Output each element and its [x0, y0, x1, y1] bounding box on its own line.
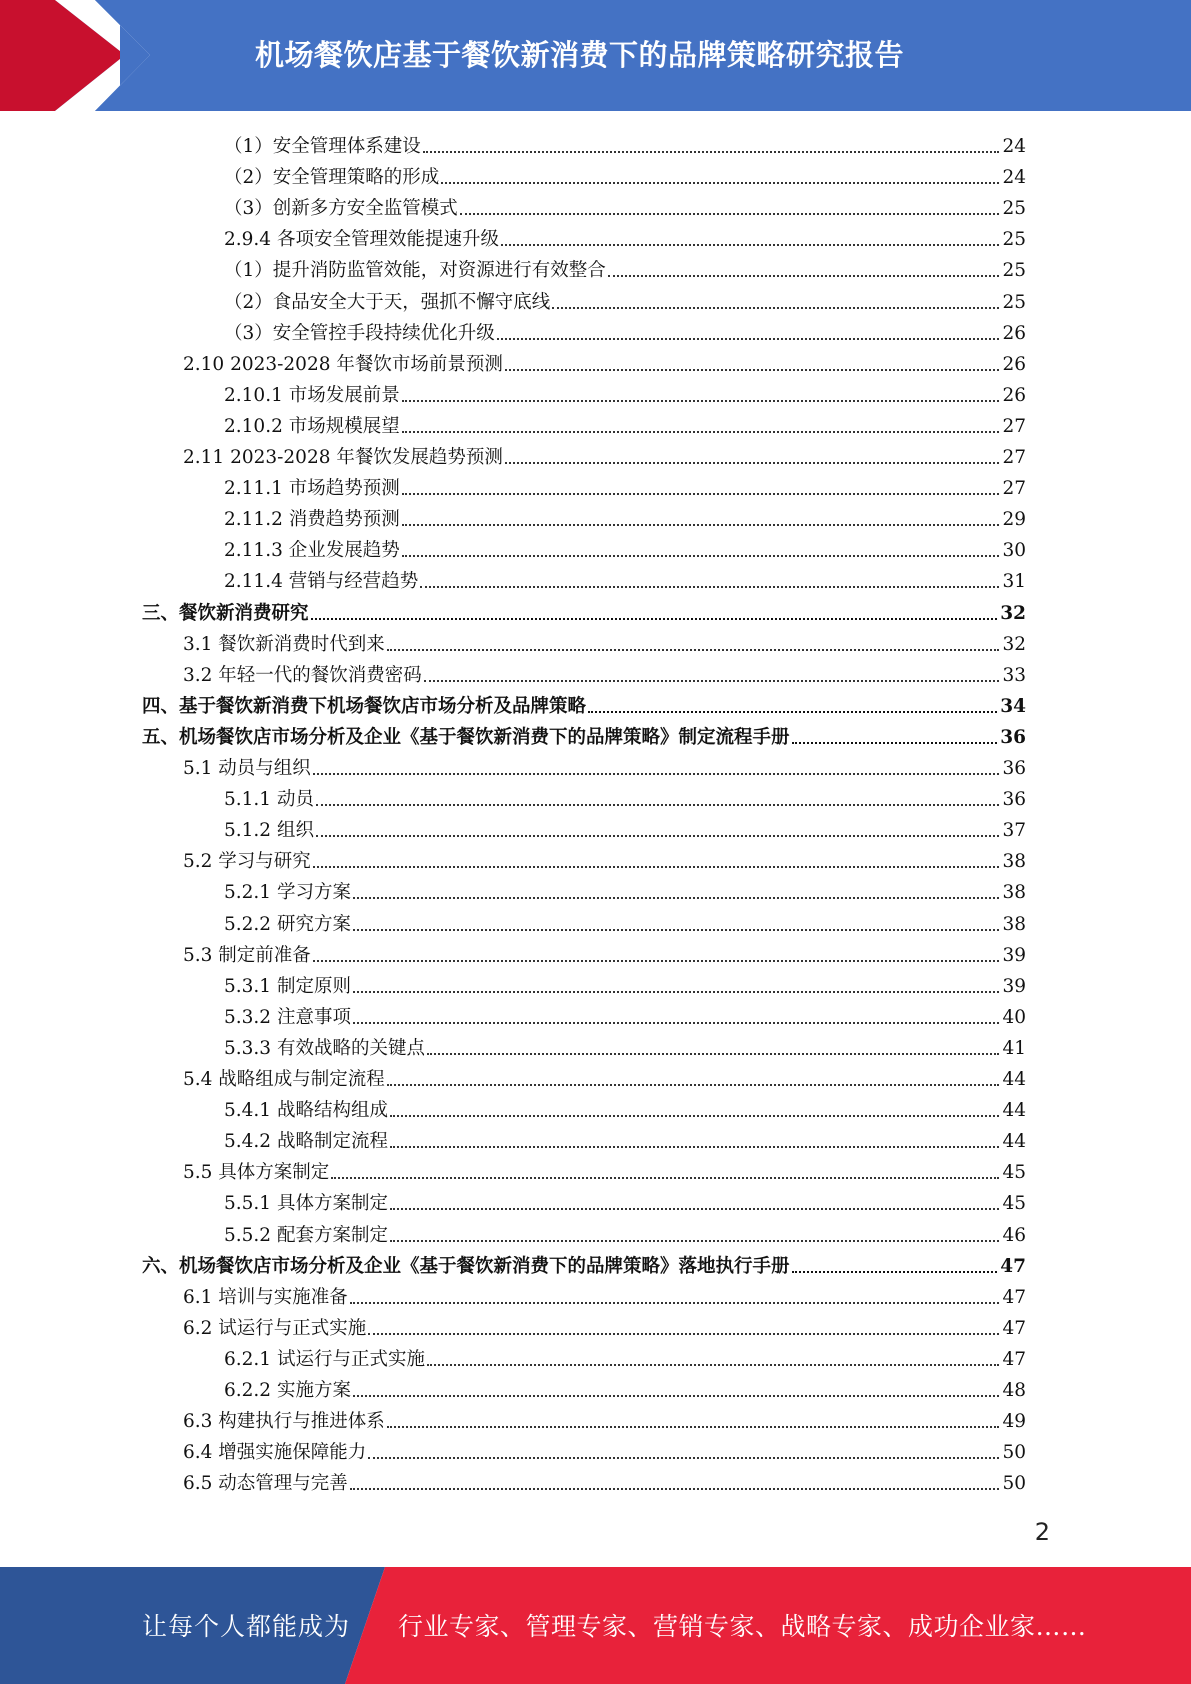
toc-entry[interactable] — [224, 284, 1026, 315]
toc-entry-label: 6.2.2 实施方案 — [224, 1380, 351, 1401]
toc-dot-leader — [387, 649, 1000, 651]
toc-entry-label: 2.10 2023-2028 年餐饮市场前景预测 — [183, 353, 503, 375]
toc-dot-leader — [353, 991, 1000, 993]
toc-entry-label: 6.3 构建执行与推进体系 — [183, 1411, 385, 1433]
toc-dot-leader — [402, 400, 1000, 402]
toc-entry-page: 27 — [1002, 447, 1026, 468]
toc-entry-label: 5.1.2 组织 — [224, 820, 314, 842]
toc-entry[interactable] — [224, 532, 1026, 563]
toc-entry-label: 5.5.2 配套方案制定 — [224, 1224, 388, 1246]
toc-dot-leader — [390, 1240, 999, 1242]
toc-entry-label: 2.11.1 市场趋势预测 — [224, 478, 400, 500]
toc-entry-label: 5.5 具体方案制定 — [183, 1162, 330, 1184]
toc-entry-label: 6.1 培训与实施准备 — [183, 1286, 348, 1308]
toc-entry-page: 24 — [1002, 136, 1026, 157]
toc-entry-label: 5.5.1 具体方案制定 — [224, 1193, 388, 1215]
toc-entry-page: 26 — [1002, 384, 1026, 406]
toc-entry-page: 48 — [1002, 1380, 1026, 1401]
toc-entry-label: 5.1 动员与组织 — [183, 758, 311, 779]
toc-entry-label: 2.11.2 消费趋势预测 — [224, 509, 400, 531]
toc-entry[interactable] — [183, 750, 1026, 781]
toc-entry-page: 44 — [1002, 1131, 1026, 1153]
toc-entry-label: 5.3.3 有效战略的关键点 — [224, 1037, 425, 1059]
toc-entry-label: 五、机场餐饮店市场分析及企业《基于餐饮新消费下的品牌策略》制定流程手册 — [142, 726, 790, 748]
toc-dot-leader — [460, 213, 1000, 215]
toc-entry[interactable] — [224, 1185, 1026, 1216]
toc-dot-leader — [313, 866, 1000, 868]
toc-entry-label: 5.1.1 动员 — [224, 789, 314, 811]
toc-entry-label: 6.2 试运行与正式实施 — [183, 1317, 367, 1339]
toc-entry-label: 5.4.1 战略结构组成 — [224, 1100, 388, 1122]
toc-entry[interactable] — [183, 1465, 1026, 1496]
toc-entry[interactable] — [224, 315, 1026, 346]
toc-entry-page: 38 — [1002, 882, 1026, 904]
toc-entry-page: 32 — [1000, 602, 1026, 624]
toc-entry-page: 41 — [1002, 1037, 1026, 1059]
toc-entry-page: 33 — [1002, 664, 1026, 686]
toc-entry-page: 45 — [1002, 1193, 1026, 1215]
toc-dot-leader — [441, 182, 999, 184]
toc-entry[interactable] — [183, 1279, 1026, 1310]
toc-entry-page: 24 — [1002, 167, 1026, 189]
toc-entry[interactable] — [224, 470, 1026, 501]
toc-dot-leader — [311, 618, 998, 620]
toc-entry-page: 49 — [1002, 1411, 1026, 1433]
toc-dot-leader — [368, 1333, 999, 1335]
page-number: 2 — [1034, 1518, 1050, 1546]
toc-dot-leader — [353, 1022, 1000, 1024]
toc-entry[interactable] — [183, 937, 1026, 968]
toc-dot-leader — [505, 462, 1000, 464]
toc-entry-label: （1）提升消防监管效能，对资源进行有效整合 — [224, 260, 606, 282]
toc-dot-leader — [497, 338, 1000, 340]
toc-entry[interactable] — [183, 1434, 1026, 1465]
toc-entry-page: 25 — [1002, 291, 1026, 313]
toc-dot-leader — [353, 929, 1000, 931]
toc-dot-leader — [427, 1053, 999, 1055]
toc-entry-page: 32 — [1002, 633, 1026, 655]
toc-entry-label: 5.2.1 学习方案 — [224, 882, 351, 904]
toc-entry-label: （2）食品安全大于天，强抓不懈守底线 — [224, 291, 551, 313]
toc-entry[interactable] — [224, 812, 1026, 843]
toc-entry-page: 34 — [1000, 695, 1026, 717]
toc-entry-page: 40 — [1002, 1006, 1026, 1028]
toc-entry[interactable] — [224, 1123, 1026, 1154]
toc-entry[interactable] — [224, 906, 1026, 937]
toc-entry-label: 三、餐饮新消费研究 — [142, 602, 309, 624]
toc-entry-page: 44 — [1002, 1100, 1026, 1122]
toc-entry-page: 27 — [1002, 415, 1026, 437]
toc-entry[interactable] — [224, 1030, 1026, 1061]
toc-entry-label: 5.4.2 战略制定流程 — [224, 1131, 388, 1153]
toc-dot-leader — [387, 1426, 1000, 1428]
toc-entry-page: 47 — [1002, 1286, 1026, 1308]
toc-entry[interactable] — [183, 346, 1026, 377]
toc-dot-leader — [390, 1208, 999, 1210]
toc-entry-page: 38 — [1002, 851, 1026, 873]
toc-entry-page: 26 — [1002, 322, 1026, 344]
toc-entry-page: 27 — [1002, 478, 1026, 500]
toc-entry[interactable] — [183, 1061, 1026, 1092]
toc-entry-label: （1）安全管理体系建设 — [224, 136, 421, 157]
toc-entry[interactable] — [142, 719, 1026, 750]
toc-entry[interactable] — [183, 1403, 1026, 1434]
toc-dot-leader — [313, 960, 1000, 962]
toc-dot-leader — [792, 1271, 998, 1273]
toc-dot-leader — [402, 524, 1000, 526]
toc-entry-page: 39 — [1002, 944, 1026, 966]
toc-dot-leader — [608, 275, 1000, 277]
toc-entry[interactable] — [142, 688, 1026, 719]
toc-entry-label: 2.10.1 市场发展前景 — [224, 384, 400, 406]
toc-entry-label: 2.11.3 企业发展趋势 — [224, 540, 400, 562]
toc-dot-leader — [588, 711, 997, 713]
toc-dot-leader — [390, 1115, 999, 1117]
toc-entry-label: 3.2 年轻一代的餐饮消费密码 — [183, 664, 422, 686]
toc-entry-label: （2）安全管理策略的形成 — [224, 167, 440, 189]
toc-entry-label: （3）创新多方安全监管模式 — [224, 198, 458, 220]
page-header — [0, 0, 1191, 111]
toc-entry-label: 5.2.2 研究方案 — [224, 913, 351, 935]
toc-entry-page: 25 — [1002, 260, 1026, 282]
toc-dot-leader — [420, 586, 999, 588]
toc-entry-page: 30 — [1002, 540, 1026, 562]
toc-entry[interactable] — [142, 595, 1026, 626]
toc-entry-label: 2.11 2023-2028 年餐饮发展趋势预测 — [183, 447, 503, 468]
toc-dot-leader — [427, 1364, 999, 1366]
toc-dot-leader — [387, 1084, 1000, 1086]
toc-entry-page: 45 — [1002, 1162, 1026, 1184]
toc-entry-label: （3）安全管控手段持续优化升级 — [224, 322, 495, 344]
toc-dot-leader — [316, 804, 1000, 806]
toc-entry-page: 47 — [1002, 1317, 1026, 1339]
toc-entry[interactable] — [224, 501, 1026, 532]
toc-entry-label: 6.5 动态管理与完善 — [183, 1473, 348, 1495]
toc-entry[interactable] — [224, 781, 1026, 812]
toc-dot-leader — [552, 307, 999, 309]
toc-entry[interactable] — [183, 1310, 1026, 1341]
toc-dot-leader — [353, 1395, 1000, 1397]
report-title: 机场餐饮店基于餐饮新消费下的品牌策略研究报告 — [255, 38, 905, 72]
toc-entry[interactable] — [224, 377, 1026, 408]
toc-entry[interactable] — [224, 874, 1026, 905]
toc-dot-leader — [368, 1457, 999, 1459]
toc-entry-label: 5.3.1 制定原则 — [224, 975, 351, 997]
toc-entry-page: 31 — [1002, 571, 1026, 593]
toc-entry-page: 36 — [1000, 726, 1026, 748]
toc-entry-page: 25 — [1002, 198, 1026, 220]
toc-dot-leader — [402, 431, 1000, 433]
toc-entry[interactable] — [224, 1341, 1026, 1372]
toc-entry[interactable] — [183, 1154, 1026, 1185]
toc-entry-label: 5.2 学习与研究 — [183, 851, 311, 873]
toc-entry[interactable] — [224, 1372, 1026, 1403]
toc-entry-label: 3.1 餐饮新消费时代到来 — [183, 633, 385, 655]
toc-entry[interactable] — [142, 1248, 1026, 1279]
toc-entry[interactable] — [224, 999, 1026, 1030]
toc-entry-label: 5.4 战略组成与制定流程 — [183, 1069, 385, 1090]
toc-entry[interactable] — [224, 159, 1026, 190]
toc-entry-label: 5.3 制定前准备 — [183, 944, 311, 966]
toc-entry[interactable] — [224, 408, 1026, 439]
page-footer — [0, 1567, 1191, 1684]
toc-dot-leader — [792, 742, 998, 744]
toc-entry-label: 6.4 增强实施保障能力 — [183, 1442, 367, 1464]
toc-dot-leader — [501, 244, 999, 246]
toc-entry[interactable] — [224, 221, 1026, 252]
toc-entry[interactable] — [183, 843, 1026, 874]
toc-dot-leader — [402, 555, 1000, 557]
toc-entry-page: 29 — [1002, 509, 1026, 531]
toc-entry-page: 36 — [1002, 789, 1026, 811]
toc-entry[interactable] — [224, 1092, 1026, 1123]
toc-dot-leader — [505, 369, 1000, 371]
toc-entry[interactable] — [224, 128, 1026, 159]
toc-dot-leader — [316, 835, 1000, 837]
toc-entry[interactable] — [183, 626, 1026, 657]
toc-entry-page: 50 — [1002, 1442, 1026, 1464]
toc-dot-leader — [423, 151, 1000, 153]
toc-entry[interactable] — [183, 657, 1026, 688]
toc-dot-leader — [313, 773, 1000, 775]
toc-entry-label: 2.10.2 市场规模展望 — [224, 415, 400, 437]
toc-dot-leader — [350, 1302, 1000, 1304]
toc-entry[interactable] — [224, 968, 1026, 999]
toc-entry-page: 26 — [1002, 353, 1026, 375]
toc-dot-leader — [402, 493, 1000, 495]
toc-entry-page: 46 — [1002, 1224, 1026, 1246]
toc-dot-leader — [424, 680, 1000, 682]
toc-entry[interactable] — [224, 563, 1026, 594]
toc-entry-label: 5.3.2 注意事项 — [224, 1006, 351, 1028]
footer-slogan-right: 行业专家、管理专家、营销专家、战略专家、成功企业家…… — [398, 1612, 1087, 1641]
toc-entry[interactable] — [183, 439, 1026, 470]
toc-entry-label: 2.9.4 各项安全管理效能提速升级 — [224, 229, 499, 251]
footer-slogan-left: 让每个人都能成为 — [142, 1612, 351, 1641]
toc-entry[interactable] — [224, 252, 1026, 283]
toc-entry-label: 6.2.1 试运行与正式实施 — [224, 1348, 425, 1370]
toc-dot-leader — [390, 1146, 999, 1148]
toc-entry-page: 37 — [1002, 820, 1026, 842]
toc-entry-page: 36 — [1002, 758, 1026, 779]
toc-dot-leader — [331, 1177, 999, 1179]
toc-entry-page: 44 — [1002, 1069, 1026, 1090]
toc-entry-page: 25 — [1002, 229, 1026, 251]
toc-entry-page: 47 — [1000, 1255, 1026, 1277]
toc-entry-label: 2.11.4 营销与经营趋势 — [224, 571, 419, 593]
toc-entry-page: 38 — [1002, 913, 1026, 935]
toc-entry-page: 47 — [1002, 1348, 1026, 1370]
toc-dot-leader — [353, 897, 1000, 899]
toc-entry-page: 50 — [1002, 1473, 1026, 1495]
toc-entry[interactable] — [224, 1217, 1026, 1248]
toc-entry[interactable] — [224, 190, 1026, 221]
toc-entry-label: 六、机场餐饮店市场分析及企业《基于餐饮新消费下的品牌策略》落地执行手册 — [142, 1255, 790, 1277]
toc-dot-leader — [350, 1488, 1000, 1490]
toc-entry-page: 39 — [1002, 975, 1026, 997]
toc-entry-label: 四、基于餐饮新消费下机场餐饮店市场分析及品牌策略 — [142, 695, 587, 717]
